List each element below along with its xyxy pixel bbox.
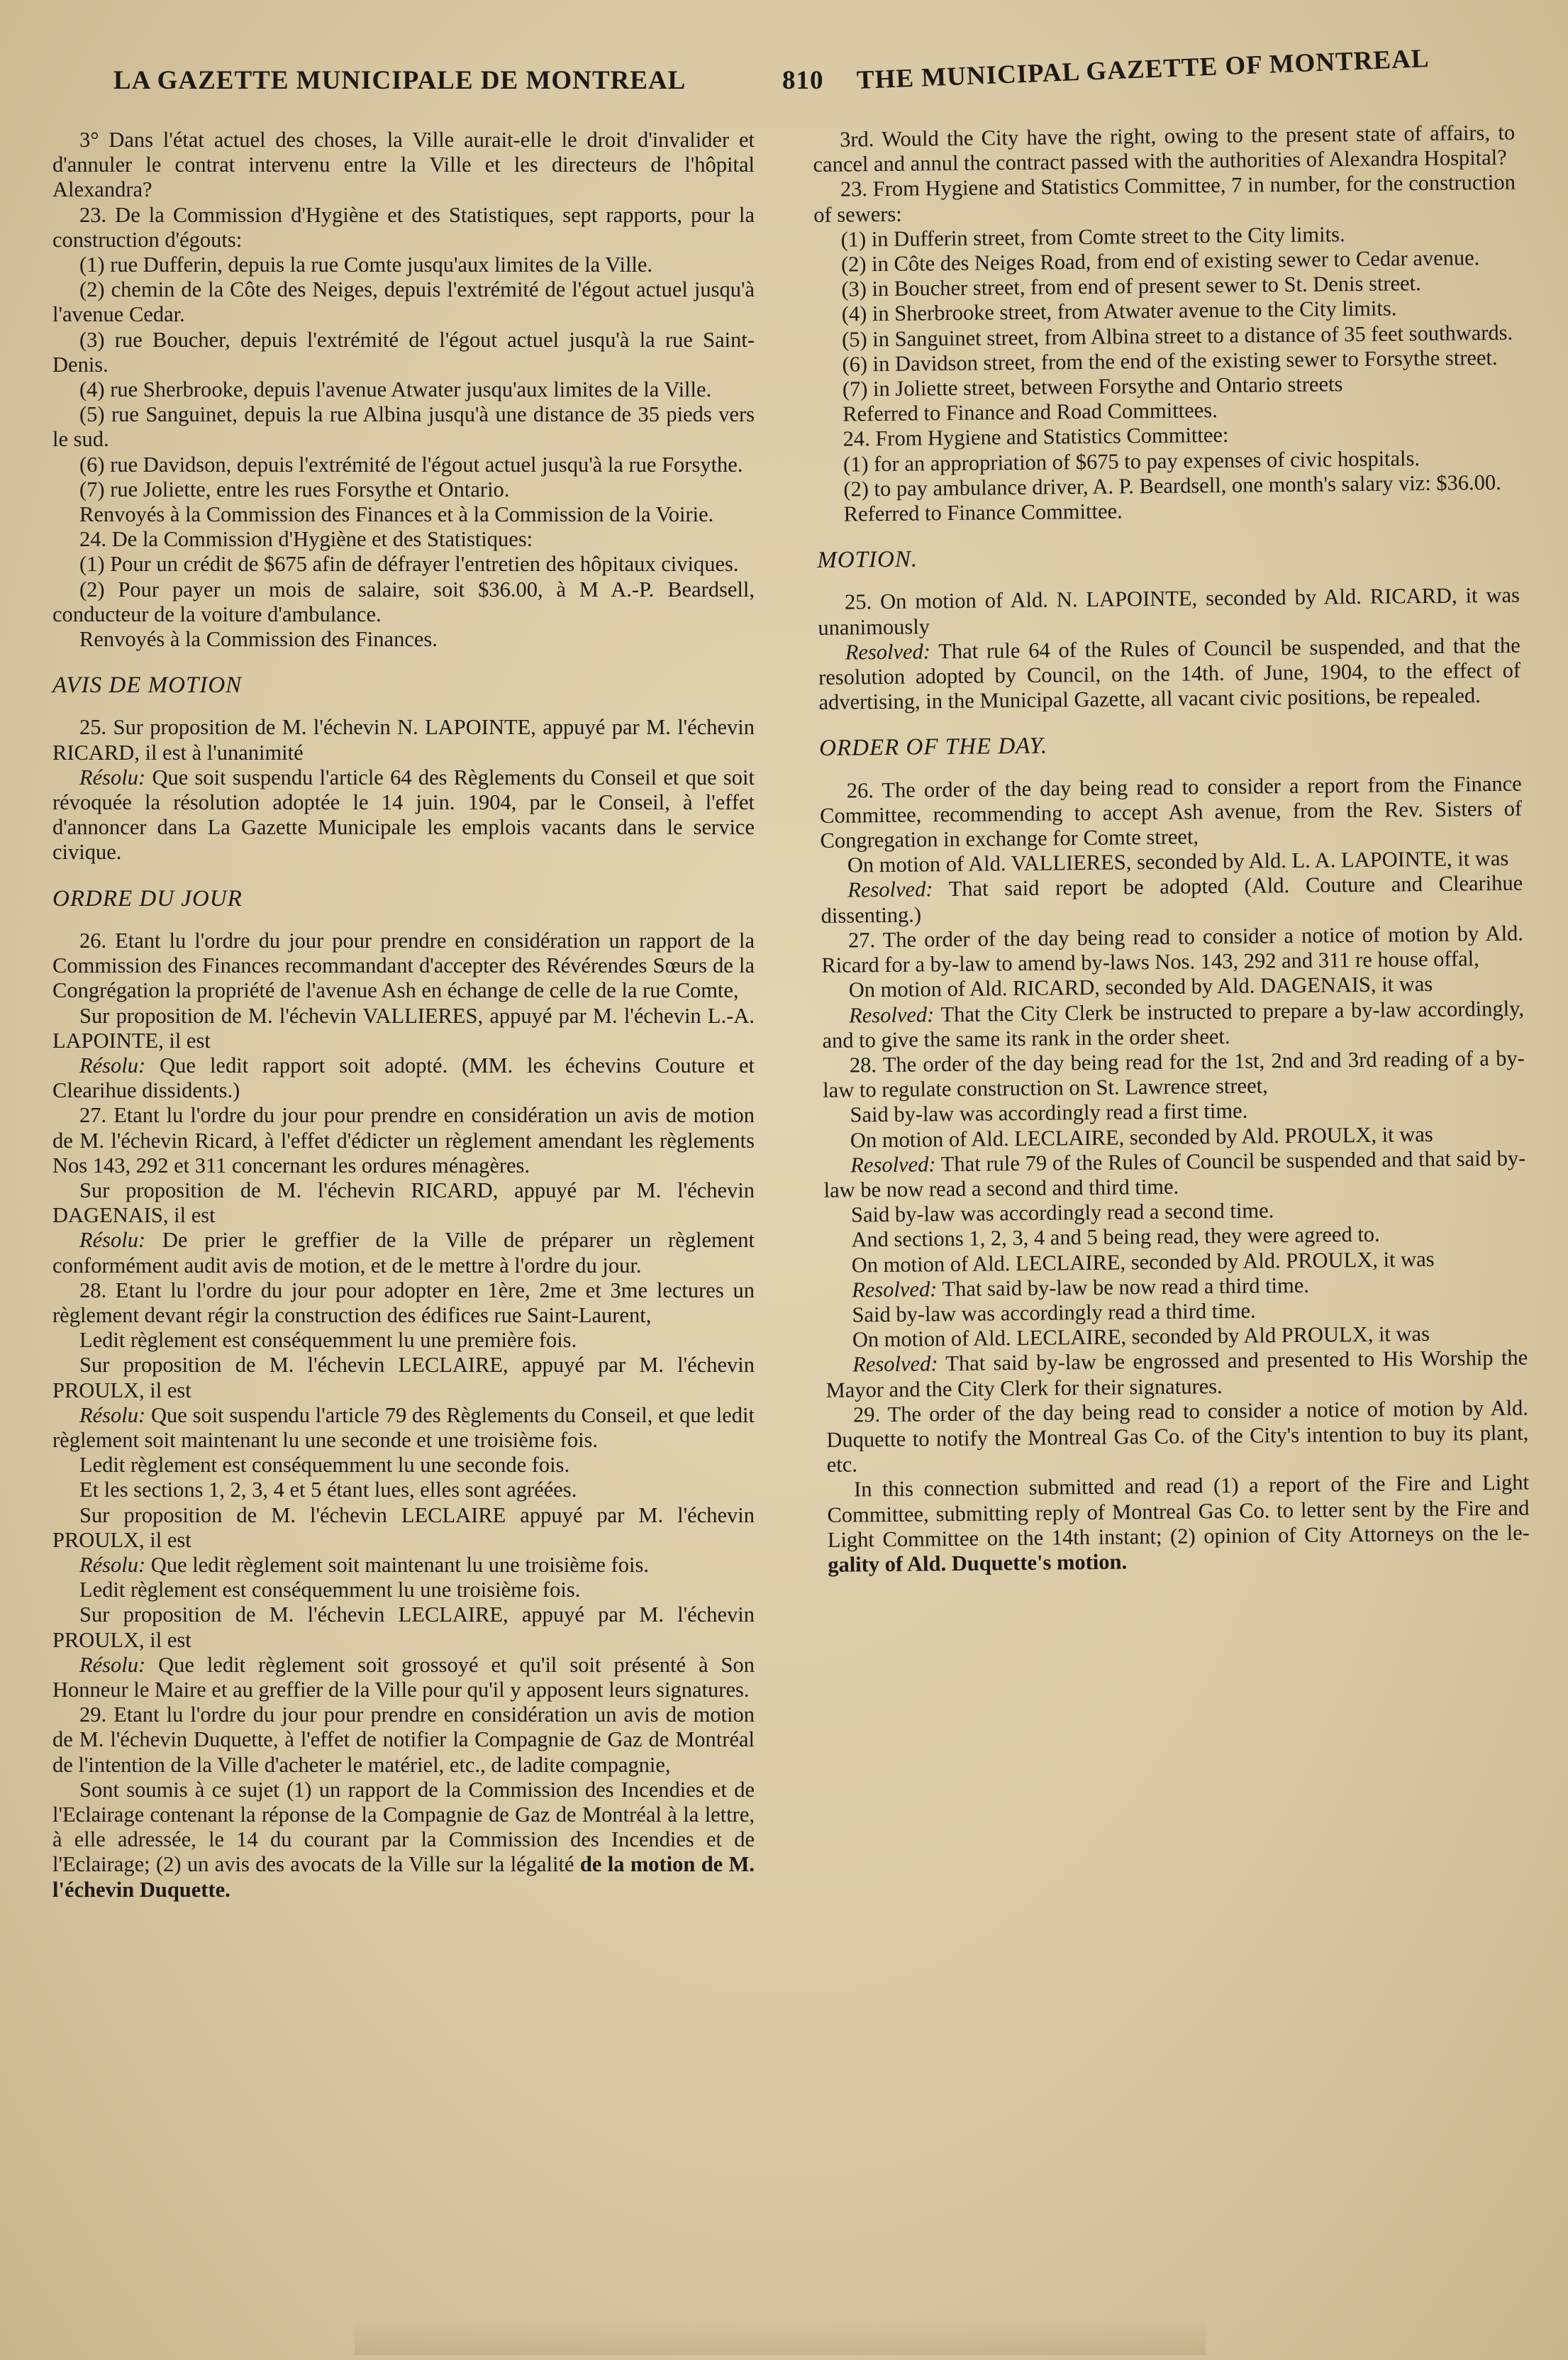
- paragraph: (5) in Sanguinet street, from Albina street to a distance of 35 feet southwards.: [841, 320, 1513, 352]
- paragraph: Sur proposition de M. l'échevin LECLAIRE appuyé par M. l'échevin PROULX, il est: [52, 1502, 755, 1552]
- paragraph: 23. De la Commission d'Hygiène et des Statistiques, sept rapports, pour la construction d'égouts:: [52, 202, 755, 252]
- paragraph: Ledit règlement est conséquemment lu une seconde fois.: [79, 1453, 570, 1478]
- resolution-text: That the City Clerk be instructed to prepare a by-law accordingly, and to give the same its rank in the order sheet.: [822, 996, 1525, 1053]
- resolution-text: That said by-law be now read a third time.: [937, 1273, 1310, 1301]
- paragraph: Said by-law was accordingly read a third time.: [852, 1298, 1256, 1327]
- section-heading: ORDRE DU JOUR: [52, 885, 243, 912]
- resolution-text: That said by-law be engrossed and presented to His Worship the Mayor and the City Clerk for their signatures.: [825, 1345, 1528, 1402]
- paragraph: [827, 1470, 1530, 1578]
- paragraph: 23. From Hygiene and Statistics Committee, 7 in number, for the construction of sewers:: [813, 170, 1516, 227]
- resolution-text: De prier le greffier de la Ville de préparer un règlement conformément audit avis de motion, et de le mettre à l'ordre du jour.: [52, 1228, 755, 1278]
- paragraph: 26. Etant lu l'ordre du jour pour prendre en considération un rapport de la Commission des Finances recommandant d'accepter des Révérendes Sœurs de la Congrégation la propriété de l'avenue Ash en échange de celle de la rue Comte,: [52, 928, 755, 1003]
- paragraph: (2) to pay ambulance driver, A. P. Beardsell, one month's salary viz: $36.00.: [843, 470, 1502, 502]
- header-title-english: THE MUNICIPAL GAZETTE OF MONTREAL: [856, 43, 1430, 95]
- paragraph: Et les sections 1, 2, 3, 4 et 5 étant lues, elles sont agréées.: [79, 1478, 577, 1502]
- resolution-label: Résolu:: [79, 765, 146, 790]
- paragraph: On motion of Ald. LECLAIRE, seconded by Ald. PROULX, it was: [850, 1121, 1433, 1153]
- paragraph: Renvoyés à la Commission des Finances.: [79, 627, 438, 652]
- paragraph: 27. The order of the day being read to consider a notice of motion by Ald. Ricard for a by-law to amend by-laws Nos. 143, 292 and 311 re house offal,: [821, 921, 1524, 978]
- paragraph: (1) rue Dufferin, depuis la rue Comte jusqu'aux limites de la Ville.: [79, 253, 653, 277]
- resolution-label: Résolu:: [79, 1228, 146, 1253]
- paper-shadow: [355, 2320, 1206, 2355]
- paragraph: Said by-law was accordingly read a second time.: [850, 1198, 1274, 1227]
- resolution-text: That rule 64 of the Rules of Council be suspended, and that the resolution adopted by Council, on the 14th. of June, 1904, to the effect of advertising, in the Municipal Gazette, all vacant civic positions, be repealed.: [818, 633, 1521, 715]
- paragraph: 27. Etant lu l'ordre du jour pour prendre en considération un avis de motion de M. l'échevin Ricard, à l'effet d'édicter un règlement amendant les règlements Nos 143, 292 et 311 concernant les ordures ménagères.: [52, 1103, 755, 1178]
- resolution-text: Que soit suspendu l'article 64 des Règlements du Conseil et que soit révoquée la résolution adoptée le 14 juin. 1904, par le Conseil, à l'effet d'annoncer dans La Gazette Municipale les emplois vacants dans le service civique.: [52, 765, 755, 865]
- resolution: [818, 633, 1521, 715]
- paragraph: (1) Pour un crédit de $675 afin de défrayer l'entretien des hôpitaux civiques.: [79, 552, 739, 577]
- resolution: [52, 1553, 755, 1578]
- paragraph: 25. On motion of Ald. N. LAPOINTE, seconded by Ald. RICARD, it was unanimously: [818, 583, 1520, 640]
- resolution-text: That said report be adopted (Ald. Couture and Clearihue dissenting.): [821, 871, 1523, 928]
- paragraph: (1) for an appropriation of $675 to pay expenses of civic hospitals.: [843, 445, 1420, 477]
- paragraph: (1) in Dufferin street, from Comte street to the City limits.: [840, 221, 1345, 252]
- header-title-french: LA GAZETTE MUNICIPALE DE MONTREAL: [113, 66, 686, 95]
- paragraph: 26. The order of the day being read to consider a report from the Finance Committee, recommending to accept Ash avenue, from the Rev. Sisters of Congregation in exchange for Comte street,: [819, 771, 1523, 853]
- resolution: [52, 765, 755, 865]
- resolution-label: Resolved:: [851, 1276, 938, 1302]
- paragraph: [52, 1778, 755, 1902]
- paragraph: Ledit règlement est conséquemment lu une troisième fois.: [79, 1578, 581, 1602]
- paragraph: (2) in Côte des Neiges Road, from end of existing sewer to Cedar avenue.: [840, 245, 1480, 277]
- paragraph: 25. Sur proposition de M. l'échevin N. LAPOINTE, appuyé par M. l'échevin RICARD, il est à l'unanimité: [52, 715, 755, 765]
- resolution-text: Que soit suspendu l'article 79 des Règlements du Conseil, et que ledit règlement soit maintenant lu une seconde et une troisième fois.: [52, 1402, 755, 1452]
- resolution-text: Que ledit règlement soit maintenant lu une troisième fois.: [145, 1552, 649, 1577]
- resolution-label: Résolu:: [79, 1402, 146, 1427]
- paragraph: 3° Dans l'état actuel des choses, la Ville aurait-elle le droit d'invalider et d'annuler le contrat intervenu entre la Ville et les directeurs de l'hôpital Alexandra?: [52, 128, 755, 202]
- paragraph: Sur proposition de M. l'échevin LECLAIRE, appuyé par M. l'échevin PROULX, il est: [52, 1602, 755, 1652]
- page-number: 810: [782, 66, 824, 95]
- paragraph: 3rd. Would the City have the right, owing to the present state of affairs, to cancel and annul the contract passed with the authorities of Alexandra Hospital?: [813, 120, 1516, 177]
- resolution-label: Resolved:: [850, 1151, 936, 1178]
- paragraph: 29. The order of the day being read to consider a notice of motion by Ald. Duquette to notify the Montreal Gas Co. of the City's intention to buy its plant, etc.: [826, 1395, 1529, 1478]
- page-header: [0, 43, 1568, 115]
- resolution-label: Résolu:: [79, 1552, 146, 1577]
- resolution: [52, 1653, 755, 1702]
- paragraph-text: Sont soumis à ce sujet (1) un rapport de la Commission des Incendies et de l'Eclairage contenant la réponse de la Compagnie de Gaz de Montréal à la lettre, à elle adressée, le 14 du courant par la Commission des Incendies et de l'Eclairage; (2) un avis des avocats de la Ville sur la légalité: [52, 1777, 755, 1877]
- resolution-label: Resolved:: [852, 1351, 938, 1377]
- paragraph: Referred to Finance and Road Committees.: [843, 398, 1218, 426]
- section-heading: ORDER OF THE DAY.: [818, 733, 1048, 762]
- paragraph: 28. Etant lu l'ordre du jour pour adopter en 1ère, 2me et 3me lectures un règlement devant régir la construction des édifices rue Saint-Laurent,: [52, 1278, 755, 1327]
- paragraph: Sur proposition de M. l'échevin VALLIERES, appuyé par M. l'échevin L.-A. LAPOINTE, il est: [52, 1003, 755, 1053]
- paragraph: (4) rue Sherbrooke, depuis l'avenue Atwater jusqu'aux limites de la Ville.: [79, 377, 712, 402]
- paragraph: (3) in Boucher street, from end of present sewer to St. Denis street.: [841, 271, 1421, 301]
- resolution-label: Resolved:: [845, 639, 931, 665]
- paragraph: (4) in Sherbrooke street, from Atwater avenue to the City limits.: [841, 296, 1397, 327]
- paragraph: (2) Pour payer un mois de salaire, soit $36.00, à M A.-P. Beardsell, conducteur de la voiture d'ambulance.: [52, 577, 755, 626]
- paragraph: (6) rue Davidson, depuis l'extrémité de l'égout actuel jusqu'à la rue Forsythe.: [79, 452, 743, 477]
- resolution-label: Résolu:: [79, 1652, 146, 1677]
- paragraph: (7) rue Joliette, entre les rues Forsythe et Ontario.: [79, 477, 510, 502]
- paragraph: Renvoyés à la Commission des Finances et à la Commission de la Voirie.: [79, 502, 714, 527]
- paragraph: (5) rue Sanguinet, depuis la rue Albina jusqu'à une distance de 35 pieds vers le sud.: [52, 402, 755, 452]
- resolution-label: Resolved:: [848, 1002, 935, 1028]
- paragraph-bold-text: gality of Ald. Duquette's motion.: [828, 1549, 1128, 1577]
- section-heading: AVIS DE MOTION: [52, 672, 243, 699]
- paragraph: And sections 1, 2, 3, 4 and 5 being read, they were agreed to.: [851, 1222, 1380, 1252]
- resolution: [822, 996, 1525, 1053]
- paragraph: Sur proposition de M. l'échevin RICARD, appuyé par M. l'échevin DAGENAIS, il est: [52, 1178, 755, 1228]
- paragraph: On motion of Ald. RICARD, seconded by Ald. DAGENAIS, it was: [848, 972, 1433, 1002]
- paragraph-bold-text: de la motion de M. l'échevin Duquette.: [52, 1852, 755, 1902]
- paragraph: Said by-law was accordingly read a first time.: [850, 1098, 1248, 1127]
- paragraph: On motion of Ald. LECLAIRE, seconded by Ald PROULX, it was: [852, 1322, 1430, 1352]
- resolution: [52, 1053, 755, 1103]
- paragraph-text: In this connection submitted and read (1) a report of the Fire and Light Committee, submitting reply of Montreal Gas Co. to letter sent by the Fire and Light Committee on the 14th instant; (2) opinion of City Attorneys on the le-: [827, 1470, 1530, 1552]
- paragraph: (3) rue Boucher, depuis l'extrémité de l'égout actuel jusqu'à la rue Saint-Denis.: [52, 327, 755, 377]
- resolution: [821, 871, 1523, 929]
- paragraph: 28. The order of the day being read for the 1st, 2nd and 3rd reading of a by-law to regulate construction on St. Lawrence street,: [823, 1046, 1525, 1103]
- paragraph: Sur proposition de M. l'échevin LECLAIRE, appuyé par M. l'échevin PROULX, il est: [52, 1353, 755, 1402]
- english-column: [813, 121, 1530, 1578]
- paragraph: On motion of Ald. LECLAIRE, seconded by Ald. PROULX, it was: [851, 1246, 1435, 1278]
- resolution-text: Que ledit règlement soit grossoyé et qu'il soit présenté à Son Honneur le Maire et au greffier de la Ville pour qu'il y apposent leurs signatures.: [52, 1652, 755, 1702]
- resolution-label: Resolved:: [847, 877, 933, 903]
- paragraph: Ledit règlement est conséquemment lu une première fois.: [79, 1328, 577, 1353]
- resolution: [825, 1346, 1528, 1403]
- resolution-text: That rule 79 of the Rules of Council be suspended and that said by-law be now read a second and third time.: [823, 1146, 1526, 1202]
- paragraph: (7) in Joliette street, between Forsythe and Ontario streets: [842, 372, 1343, 401]
- resolution: [52, 1228, 755, 1278]
- french-column: [52, 128, 755, 1902]
- resolution-text: Que ledit rapport soit adopté. (MM. les échevins Couture et Clearihue dissidents.): [52, 1053, 755, 1103]
- paragraph: 24. De la Commission d'Hygiène et des Statistiques:: [79, 527, 533, 552]
- resolution: [52, 1403, 755, 1453]
- resolution-label: Résolu:: [79, 1053, 146, 1077]
- paragraph: Referred to Finance Committee.: [843, 499, 1123, 526]
- paragraph: (6) in Davidson street, from the end of the existing sewer to Forsythe street.: [842, 345, 1498, 377]
- section-heading: MOTION.: [817, 546, 918, 574]
- paragraph: On motion of Ald. VALLIERES, seconded by Ald. L. A. LAPOINTE, it was: [847, 846, 1509, 877]
- paragraph: 29. Etant lu l'ordre du jour pour prendre en considération un avis de motion de M. l'échevin Duquette, à l'effet de notifier la Compagnie de Gaz de Montréal de l'intention de la Ville d'acheter le matériel, etc., de ladite compagnie,: [52, 1702, 755, 1777]
- paragraph: 24. From Hygiene and Statistics Committee:: [843, 423, 1229, 452]
- resolution: [823, 1146, 1526, 1203]
- paragraph: (2) chemin de la Côte des Neiges, depuis l'extrémité de l'égout actuel jusqu'à l'avenue Cedar.: [52, 277, 755, 327]
